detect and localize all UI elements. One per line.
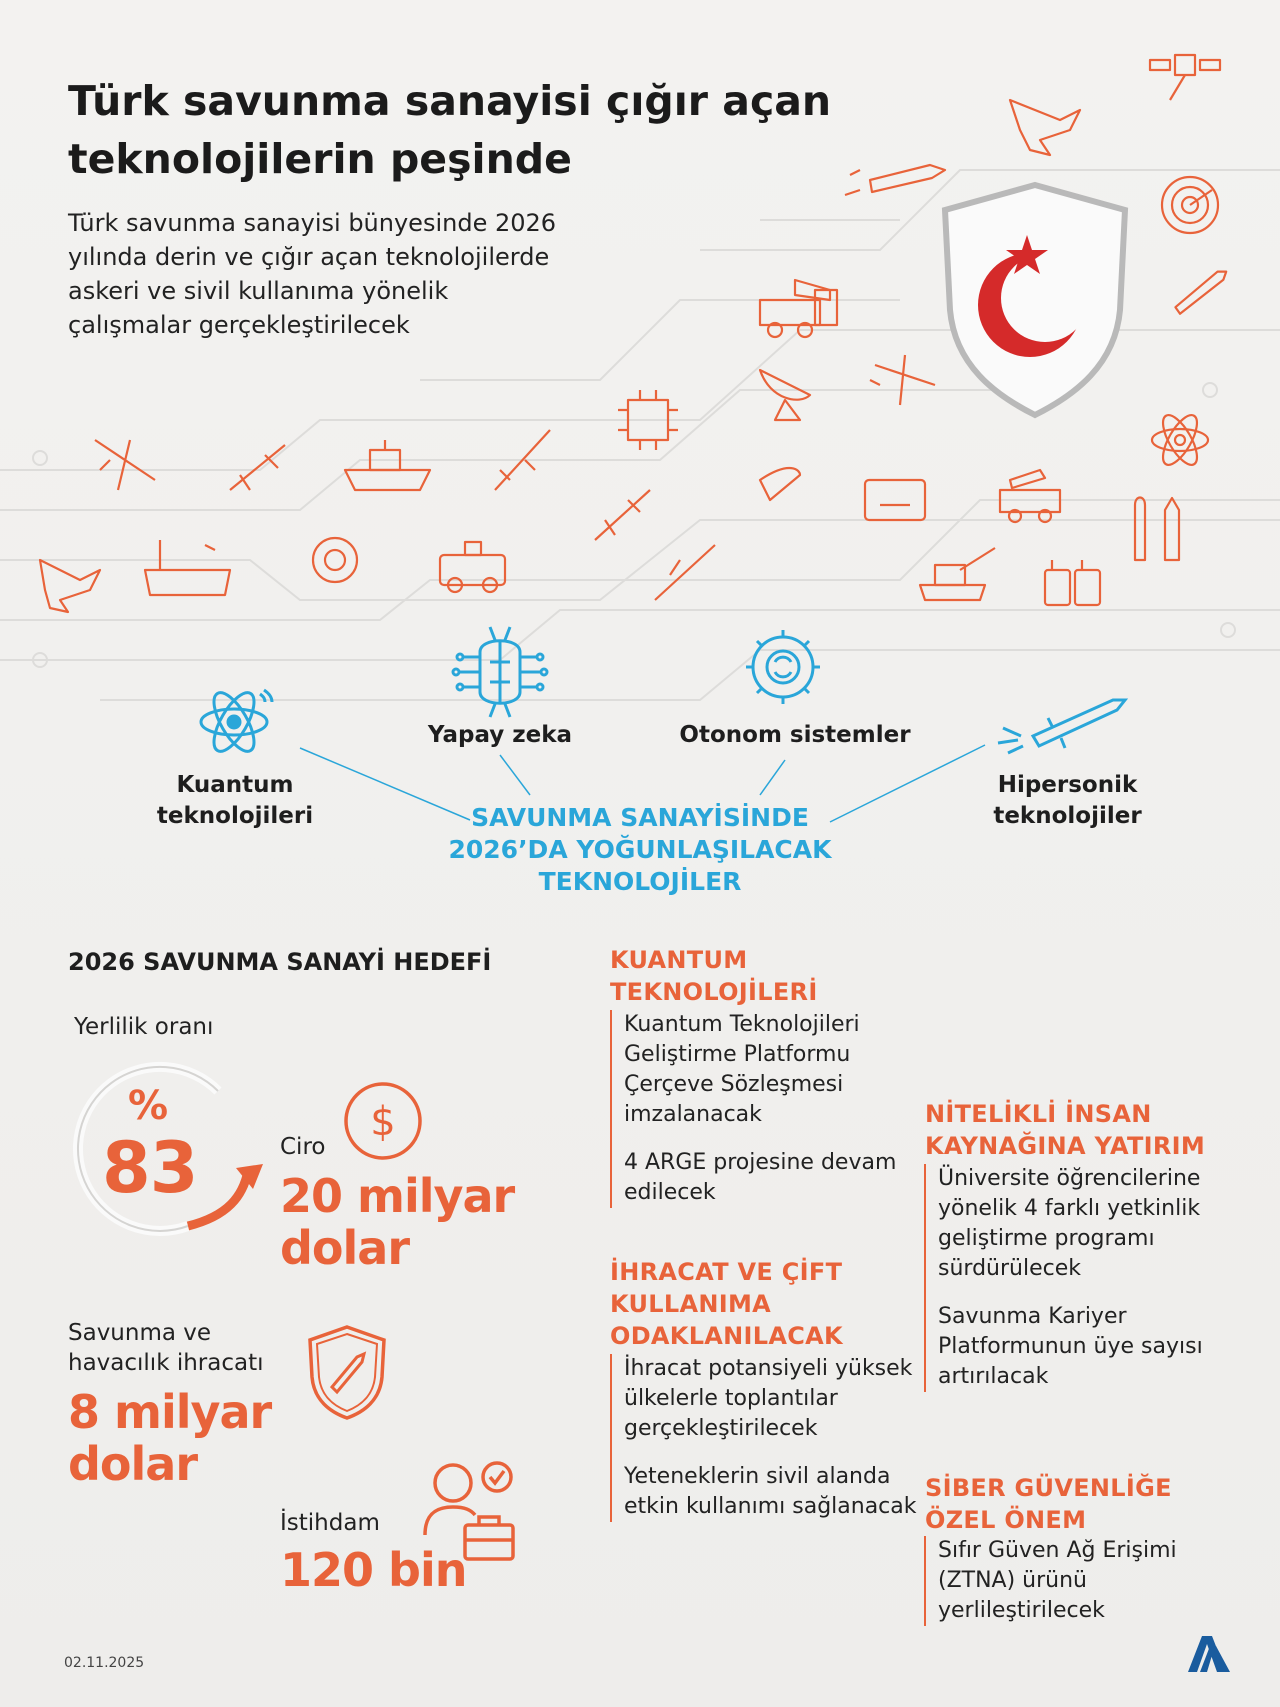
- radar-icon: [1162, 177, 1218, 233]
- revenue-label: Ciro: [280, 1134, 326, 1160]
- ai-chip-icon: [450, 622, 550, 722]
- local-rate-value: 83: [102, 1127, 198, 1209]
- list-item: Üniversite öğrencilerine yönelik 4 farklı yetkinlik geliştirme programı sürdürülecek: [938, 1166, 1201, 1281]
- page-title: Türk savunma sanayisi çığır açan teknolojilerin peşinde: [68, 77, 832, 183]
- dollar-icon: [340, 1078, 426, 1164]
- list-item: İhracat potansiyeli yüksek ülkelerle toplantılar gerçekleştirilecek: [624, 1356, 913, 1441]
- missile-icon: [595, 490, 650, 540]
- quantum-section-title: KUANTUM TEKNOLOJİLERİ: [610, 946, 818, 1006]
- aircraft-icon: [95, 440, 155, 490]
- cyber-bullets: [924, 1536, 1238, 1626]
- atom-icon: [1152, 410, 1208, 469]
- missile-icon: [1173, 268, 1231, 314]
- human-resource-bullets: [924, 1164, 1258, 1392]
- revenue-value: 20 milyar dolar: [280, 1169, 515, 1275]
- targets-heading: 2026 SAVUNMA SANAYİ HEDEFİ: [68, 948, 492, 976]
- local-rate-label: Yerlilik oranı: [74, 1014, 214, 1040]
- employment-label: İstihdam: [280, 1510, 380, 1536]
- chip-icon: [618, 390, 678, 450]
- howitzer-icon: [920, 548, 995, 600]
- gear-icon: [313, 538, 357, 582]
- export-section-title: İHRACAT VE ÇİFT KULLANIMA ODAKLANILACAK: [610, 1258, 843, 1350]
- aircraft-carrier-icon: [145, 540, 230, 595]
- export-value: 8 milyar dolar: [68, 1385, 272, 1491]
- rocket-launcher-truck-icon: [760, 280, 837, 337]
- missile-icon: [845, 165, 945, 195]
- svg-text:$: $: [370, 1099, 396, 1145]
- list-item: 4 ARGE projesine devam edilecek: [624, 1150, 897, 1205]
- jet-icon: [40, 560, 100, 612]
- list-item: Savunma Kariyer Platformunun üye sayısı artırılacak: [938, 1304, 1203, 1389]
- tech-label-autonomous: Otonom sistemler: [679, 722, 911, 748]
- tech-label-ai: Yapay zeka: [427, 722, 573, 748]
- employment-value: 120 bin: [280, 1543, 467, 1597]
- quantum-bullets: [610, 1010, 924, 1208]
- technologies-center-title: SAVUNMA SANAYİSİNDE 2026’DA YOĞUNLAŞILACAK TEKNOLOJİLER: [448, 803, 832, 896]
- cyber-section-title: SİBER GÜVENLİĞE ÖZEL ÖNEM: [925, 1474, 1172, 1534]
- missile-icon: [230, 445, 285, 490]
- tech-label-quantum: Kuantum teknolojileri: [156, 772, 314, 829]
- list-item: Yeteneklerin sivil alanda etkin kullanımı sağlanacak: [624, 1464, 917, 1519]
- radio-icon: [1045, 560, 1100, 605]
- publish-date: 02.11.2025: [64, 1655, 145, 1671]
- export-label: Savunma ve havacılık ihracatı: [68, 1320, 264, 1376]
- jet-icon: [1010, 100, 1080, 155]
- human-resource-section-title: NİTELİKLİ İNSAN KAYNAĞINA YATIRIM: [925, 1100, 1206, 1160]
- list-item: Kuantum Teknolojileri Geliştirme Platformu Çerçeve Sözleşmesi imzalanacak: [624, 1012, 860, 1127]
- defense-icons: [0, 0, 1280, 620]
- local-rate-percent: %: [128, 1083, 168, 1129]
- rifle-icon: [495, 430, 550, 490]
- sniper-rifle-icon: [655, 545, 715, 600]
- gear-cycle-icon: [738, 622, 828, 712]
- satellite-icon: [1150, 55, 1220, 100]
- aa-logo-icon: [1184, 1630, 1234, 1674]
- armored-vehicle-icon: [440, 542, 505, 592]
- rocket-launcher-truck-icon: [1000, 470, 1060, 522]
- list-item: Sıfır Güven Ağ Erişimi (ZTNA) ürünü yerlileştirilecek: [938, 1538, 1177, 1623]
- satellite-dish-icon: [760, 370, 810, 420]
- drone-icon: [870, 355, 935, 405]
- submarine-icon: [865, 480, 925, 520]
- export-bullets: [610, 1354, 924, 1522]
- bullet-icon: [1135, 498, 1179, 561]
- shell-icon: [760, 468, 800, 500]
- shield-rocket-icon: [302, 1322, 392, 1422]
- tech-label-hypersonic: Hipersonik teknolojiler: [993, 772, 1142, 829]
- page-subtitle: Türk savunma sanayisi bünyesinde 2026 yılında derin ve çığır açan teknolojilerde askeri ve sivil kullanıma yönelik çalışmalar gerçekleştirilecek: [68, 209, 557, 339]
- warship-icon: [345, 440, 430, 490]
